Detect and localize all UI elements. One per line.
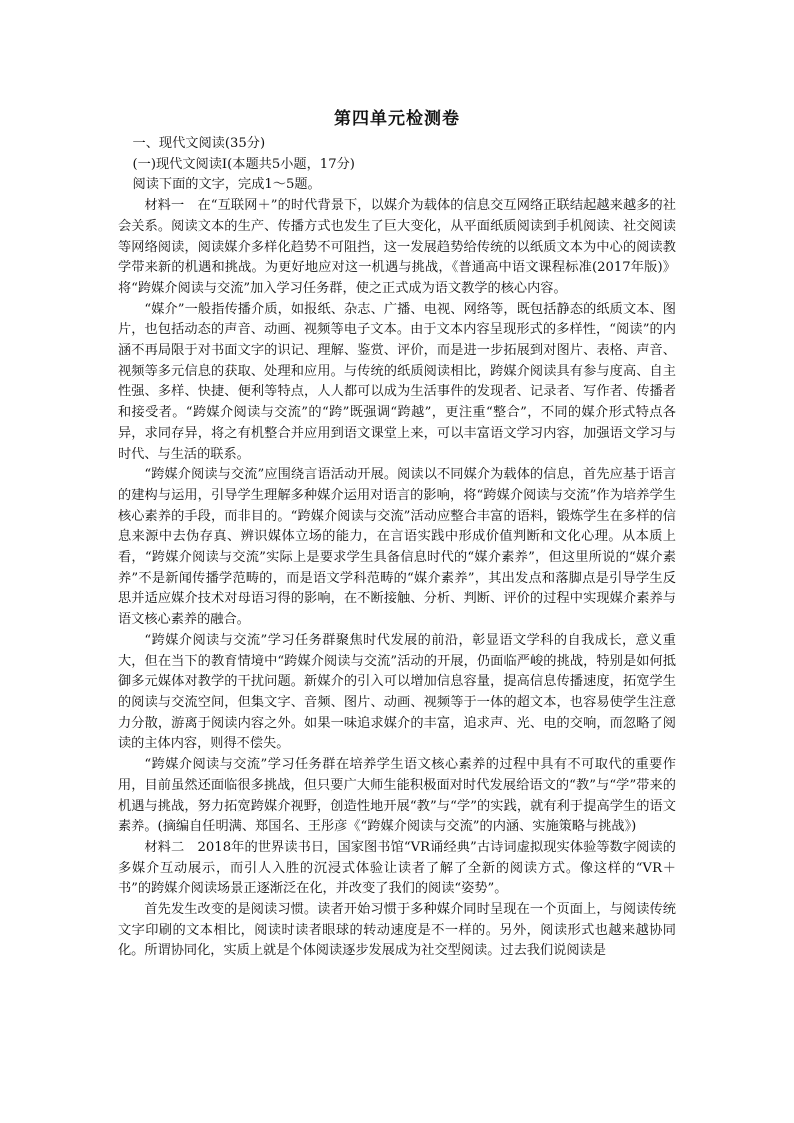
- subsection-heading: (一)现代文阅读Ⅰ(本题共5小题，17分): [132, 156, 355, 172]
- paragraph-media-definition: “媒介”一般指传播介质，如报纸、杂志、广播、电视、网络等，既包括静态的纸质文本、图片，也包括动态的声音、动画、视频等电子文本。由于文本内容呈现形式的多样性，“阅读”的内涵不再局限于对书面文字的识记、理解、鉴赏、评价，而是进一步拓展到对图片、表格、声音、视频等多元信息的获取、处理和应用。与传统的纸质阅读相比，跨媒介阅读具有参与度高、自主性强、多样、快捷、便利等特点，人人都可以成为生活事件的发现者、记录者、写作者、传播者和接受者。“跨媒介阅读与交流”的“跨”既强调“跨越”，更注重“整合”，不同的媒介形式特点各异，求同存异，将之有机整合并应用到语文课堂上来，可以丰富语文学习内容，加强语文学习与时代、与生活的联系。: [118, 301, 676, 462]
- reading-instruction: 阅读下面的文字，完成1～5题。: [132, 177, 321, 193]
- paragraph-reading-habits: 首先发生改变的是阅读习惯。读者开始习惯于多种媒介同时呈现在一个页面上，与阅读传统文字印刷的文本相比，阅读时读者眼球的转动速度是不一样的。另外，阅读形式也越来越协同化。所谓协同化，实质上就是个体阅读逐步发展成为社交型阅读。过去我们说阅读是: [118, 902, 676, 959]
- paragraph-conclusion: “跨媒介阅读与交流”学习任务群在培养学生语文核心素养的过程中具有不可取代的重要作用，目前虽然还面临很多挑战，但只要广大师生能积极面对时代发展给语文的“教”与“学”带来的机遇与挑战，努力拓宽跨媒介视野，创造性地开展“教”与“学”的实践，就有利于提高学生的语文素养。(摘编自任明满、郑国名、王彤彦《“跨媒介阅读与交流”的内涵、实施策略与挑战》): [118, 757, 676, 835]
- section-heading: 一、现代文阅读(35分): [132, 136, 266, 151]
- paragraph-language-activity: “跨媒介阅读与交流”应围绕言语活动开展。阅读以不同媒介为载体的信息，首先应基于语言的建构与运用，引导学生理解多种媒介运用对语言的影响，将“跨媒介阅读与交流”作为培养学生核心素养的手段，而非目的。“跨媒介阅读与交流”活动应整合丰富的语料，锻炼学生在多样的信息来源中去伪存真、辨识媒体立场的能力，在言语实践中形成价值判断和文化心理。从本质上看，“跨媒介阅读与交流”实际上是要求学生具备信息时代的“媒介素养”，但这里所说的“媒介素养”不是新闻传播学范畴的，而是语文学科范畴的“媒介素养”，其出发点和落脚点是引导学生反思并适应媒介技术对母语习得的影响，在不断接触、分析、判断、评价的过程中实现媒介素养与语文核心素养的融合。: [118, 467, 676, 628]
- document-title: 第四单元检测卷: [334, 109, 460, 129]
- paragraph-material-one-intro: 材料一 在“互联网＋”的时代背景下，以媒介为载体的信息交互网络正联结起越来越多的社会关系。阅读文本的生产、传播方式也发生了巨大变化，从平面纸质阅读到手机阅读、社交阅读等网络阅读，阅读媒介多样化趋势不可阻挡，这一发展趋势给传统的以纸质文本为中心的阅读教学带来新的机遇和挑战。为更好地应对这一机遇与挑战，《普通高中语文课程标准(2017年版)》将“跨媒介阅读与交流”加入学习任务群，使之正式成为语文教学的核心内容。: [118, 198, 676, 296]
- paragraph-material-two-intro: 材料二 2018年的世界读书日，国家图书馆“VR诵经典”古诗词虚拟现实体验等数字阅读的多媒介互动展示，而引人入胜的沉浸式体验让读者了解了全新的阅读方式。像这样的“VR＋书”的跨媒介阅读场景正逐渐泛在化，并改变了我们的阅读“姿势”。: [118, 839, 676, 897]
- paragraph-challenges: “跨媒介阅读与交流”学习任务群聚焦时代发展的前沿，彰显语文学科的自我成长，意义重大，但在当下的教育情境中“跨媒介阅读与交流”活动的开展，仍面临严峻的挑战，特别是如何抵御多元媒体对教学的干扰问题。新媒介的引入可以增加信息容量，提高信息传播速度，拓宽学生的阅读与交流空间，但集文字、音频、图片、动画、视频等于一体的超文本，也容易使学生注意力分散，游离于阅读内容之外。如果一味追求媒介的丰富，追求声、光、电的交响，而忽略了阅读的主体内容，则得不偿失。: [118, 632, 676, 752]
- document-body: [118, 134, 676, 962]
